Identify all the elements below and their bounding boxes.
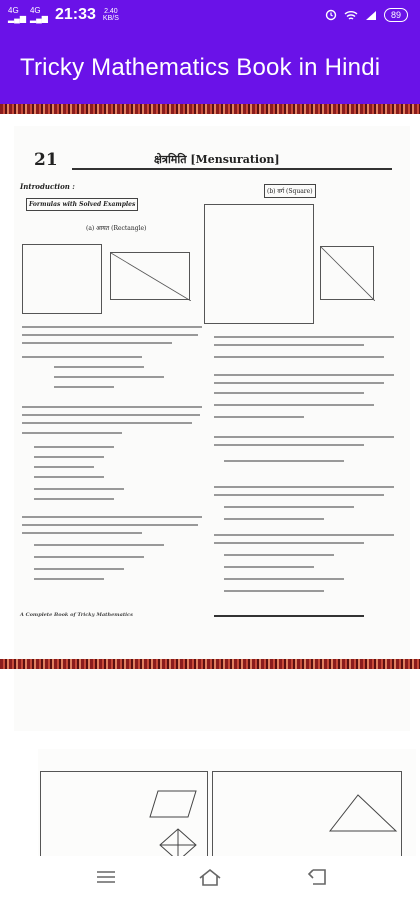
pdf-page-2[interactable] — [38, 749, 416, 856]
rectangle-figure — [110, 252, 190, 300]
back-icon[interactable] — [305, 866, 331, 888]
page-border-top — [0, 104, 420, 114]
rectangle-formulas — [22, 244, 102, 314]
square-heading: (b) वर्ग (Square) — [264, 184, 316, 198]
rhombus-figure — [158, 827, 198, 856]
app-bar — [0, 32, 420, 104]
triangle-figure — [328, 793, 398, 833]
battery-indicator: 89 — [384, 8, 408, 22]
status-bar — [0, 0, 420, 32]
pdf-viewer[interactable] — [0, 104, 420, 856]
chapter-number: 21 — [34, 150, 58, 170]
home-icon[interactable] — [197, 866, 223, 888]
parallelogram-figure — [148, 789, 198, 819]
section-intro: Introduction : — [20, 182, 75, 191]
alarm-icon — [325, 9, 337, 21]
network-speed: 2.40 KB/S — [102, 8, 119, 22]
menu-icon[interactable] — [93, 866, 119, 888]
square-formulas — [204, 204, 314, 324]
pdf-page-1[interactable] — [14, 126, 410, 731]
rectangle-heading: (a) आयत (Rectangle) — [86, 225, 147, 232]
chapter-rule — [72, 168, 392, 170]
page-border-bottom — [0, 659, 420, 669]
page-footer: A Complete Book of Tricky Mathematics — [20, 612, 133, 618]
footer-rule — [214, 615, 364, 617]
wifi-icon — [344, 10, 358, 21]
square-figure — [320, 246, 374, 300]
formulas-heading: Formulas with Solved Examples — [26, 198, 138, 211]
navigation-bar — [0, 856, 420, 900]
chapter-title: क्षेत्रमिति [Mensuration] — [154, 153, 280, 166]
network-indicator-1: 4G ▂▄▆ — [8, 6, 26, 23]
signal-icon — [365, 10, 377, 21]
status-time: 21:33 — [54, 6, 96, 23]
app-title: Tricky Mathematics Book in Hindi — [20, 54, 381, 81]
network-indicator-2: 4G ▂▄▆ — [29, 6, 48, 23]
